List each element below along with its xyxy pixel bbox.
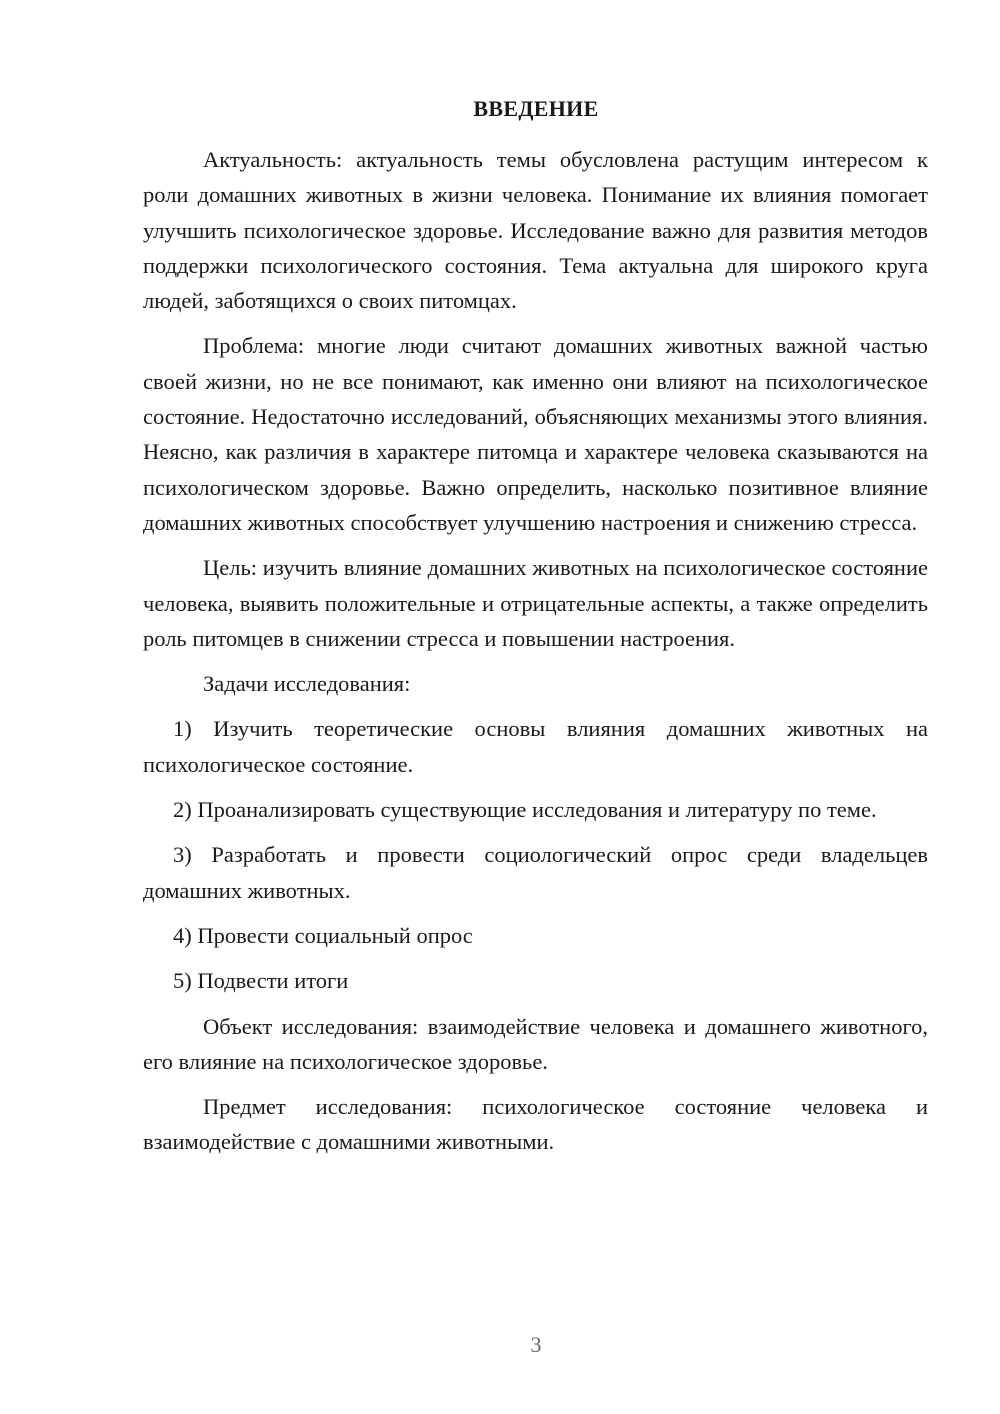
task-item-2: 2) Проанализировать существующие исследования и литературу по теме. [173, 797, 877, 823]
page-title: ВВЕДЕНИЕ [473, 96, 599, 121]
task-item-4: 4) Провести социальный опрос [173, 922, 473, 948]
document-body [143, 142, 928, 1170]
object-paragraph: Объект исследования: взаимодействие человека и домашнего животного, его влияние на психологическое здоровье. [143, 1013, 928, 1074]
page-number: 3 [530, 1332, 542, 1357]
subject-paragraph: Предмет исследования: психологическое состояние человека и взаимодействие с домашними животными. [143, 1094, 928, 1155]
goal-paragraph: Цель: изучить влияние домашних животных на психологическое состояние человека, выявить положительные и отрицательные аспекты, а также определить роль питомцев в снижении стресса и повышении настроения. [143, 555, 928, 651]
task-item-1: 1) Изучить теоретические основы влияния домашних животных на психологическое состояние. [143, 716, 928, 777]
relevance-paragraph: Актуальность: актуальность темы обусловлена растущим интересом к роли домашних животных в жизни человека. Понимание их влияния помогает улучшить психологическое здоровье. Исследование важно для развития методов поддержки психологического состояния. Тема актуальна для широкого круга людей, заботящихся о своих питомцах. [143, 147, 928, 314]
problem-paragraph: Проблема: многие люди считают домашних животных важной частью своей жизни, но не все понимают, как именно они влияют на психологическое состояние. Недостаточно исследований, объясняющих механизмы этого влияния. Неясно, как различия в характере питомца и характере человека сказываются на психологическом здоровье. Важно определить, насколько позитивное влияние домашних животных способствует улучшению настроения и снижению стресса. [143, 333, 928, 535]
tasks-heading: Задачи исследования: [203, 671, 411, 697]
task-item-3: 3) Разработать и провести социологический опрос среди владельцев домашних животных. [143, 842, 928, 903]
task-item-5: 5) Подвести итоги [173, 968, 349, 994]
